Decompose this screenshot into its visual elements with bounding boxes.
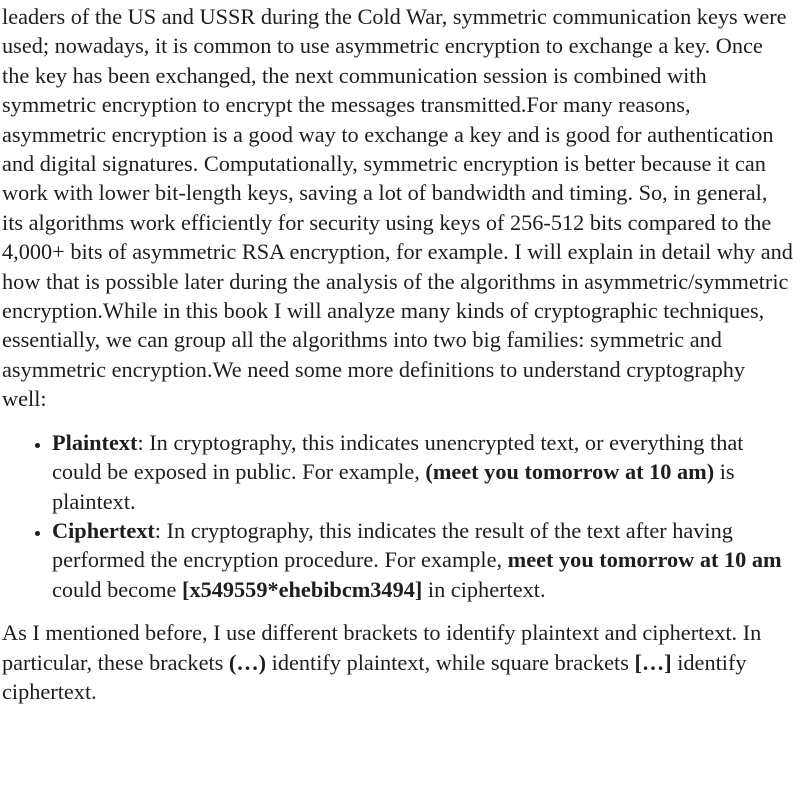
closing-paragraph: [2, 618, 794, 706]
definition-text: is plaintext.: [52, 459, 735, 514]
definition-text: : In cryptography, this indicates the result of the text after having performed the encryption procedure. For example,: [52, 517, 733, 573]
plaintext-example: meet you tomorrow at 10 am: [507, 547, 782, 573]
closing-text: As I mentioned before, I use different brackets to identify plaintext and ciphertext. In particular, these brackets: [2, 620, 762, 675]
definition-item-ciphertext: [52, 516, 794, 604]
square-brackets-symbol: […]: [634, 649, 672, 675]
closing-text: identify ciphertext.: [2, 649, 747, 704]
definition-text: : In cryptography, this indicates unencrypted text, or everything that could be exposed in public. For example,: [52, 429, 744, 485]
plaintext-example: (meet you tomorrow at 10 am): [425, 459, 715, 485]
closing-text: identify plaintext, while square brackets: [266, 649, 635, 675]
round-brackets-symbol: (…): [228, 649, 267, 675]
ciphertext-example: [x549559*ehebibcm3494]: [182, 576, 423, 602]
definition-term-ciphertext: Ciphertext: [52, 517, 155, 543]
definitions-list: [2, 428, 794, 604]
definition-term-plaintext: Plaintext: [52, 429, 138, 455]
definition-item-plaintext: [52, 428, 794, 516]
intro-paragraph: leaders of the US and USSR during the Cold War, symmetric communication keys were used; nowadays, it is common to use asymmetric encryption to exchange a key. Once the key has been exchanged, the next communication session is combined with symmetric encryption to encrypt the messages transmitted.For many reasons, asymmetric encryption is a good way to exchange a key and is good for authentication and digital signatures. Computationally, symmetric encryption is better because it can work with lower bit-length keys, saving a lot of bandwidth and timing. So, in general, its algorithms work efficiently for security using keys of 256-512 bits compared to the 4,000+ bits of asymmetric RSA encryption, for example. I will explain in detail why and how that is possible later during the analysis of the algorithms in asymmetric/symmetric encryption.While in this book I will analyze many kinds of cryptographic techniques, essentially, we can group all the algorithms into two big families: symmetric and asymmetric encryption.We need some more definitions to understand cryptography well:: [2, 4, 793, 412]
definition-text: could become: [52, 576, 183, 602]
definition-text: in ciphertext.: [422, 576, 546, 602]
